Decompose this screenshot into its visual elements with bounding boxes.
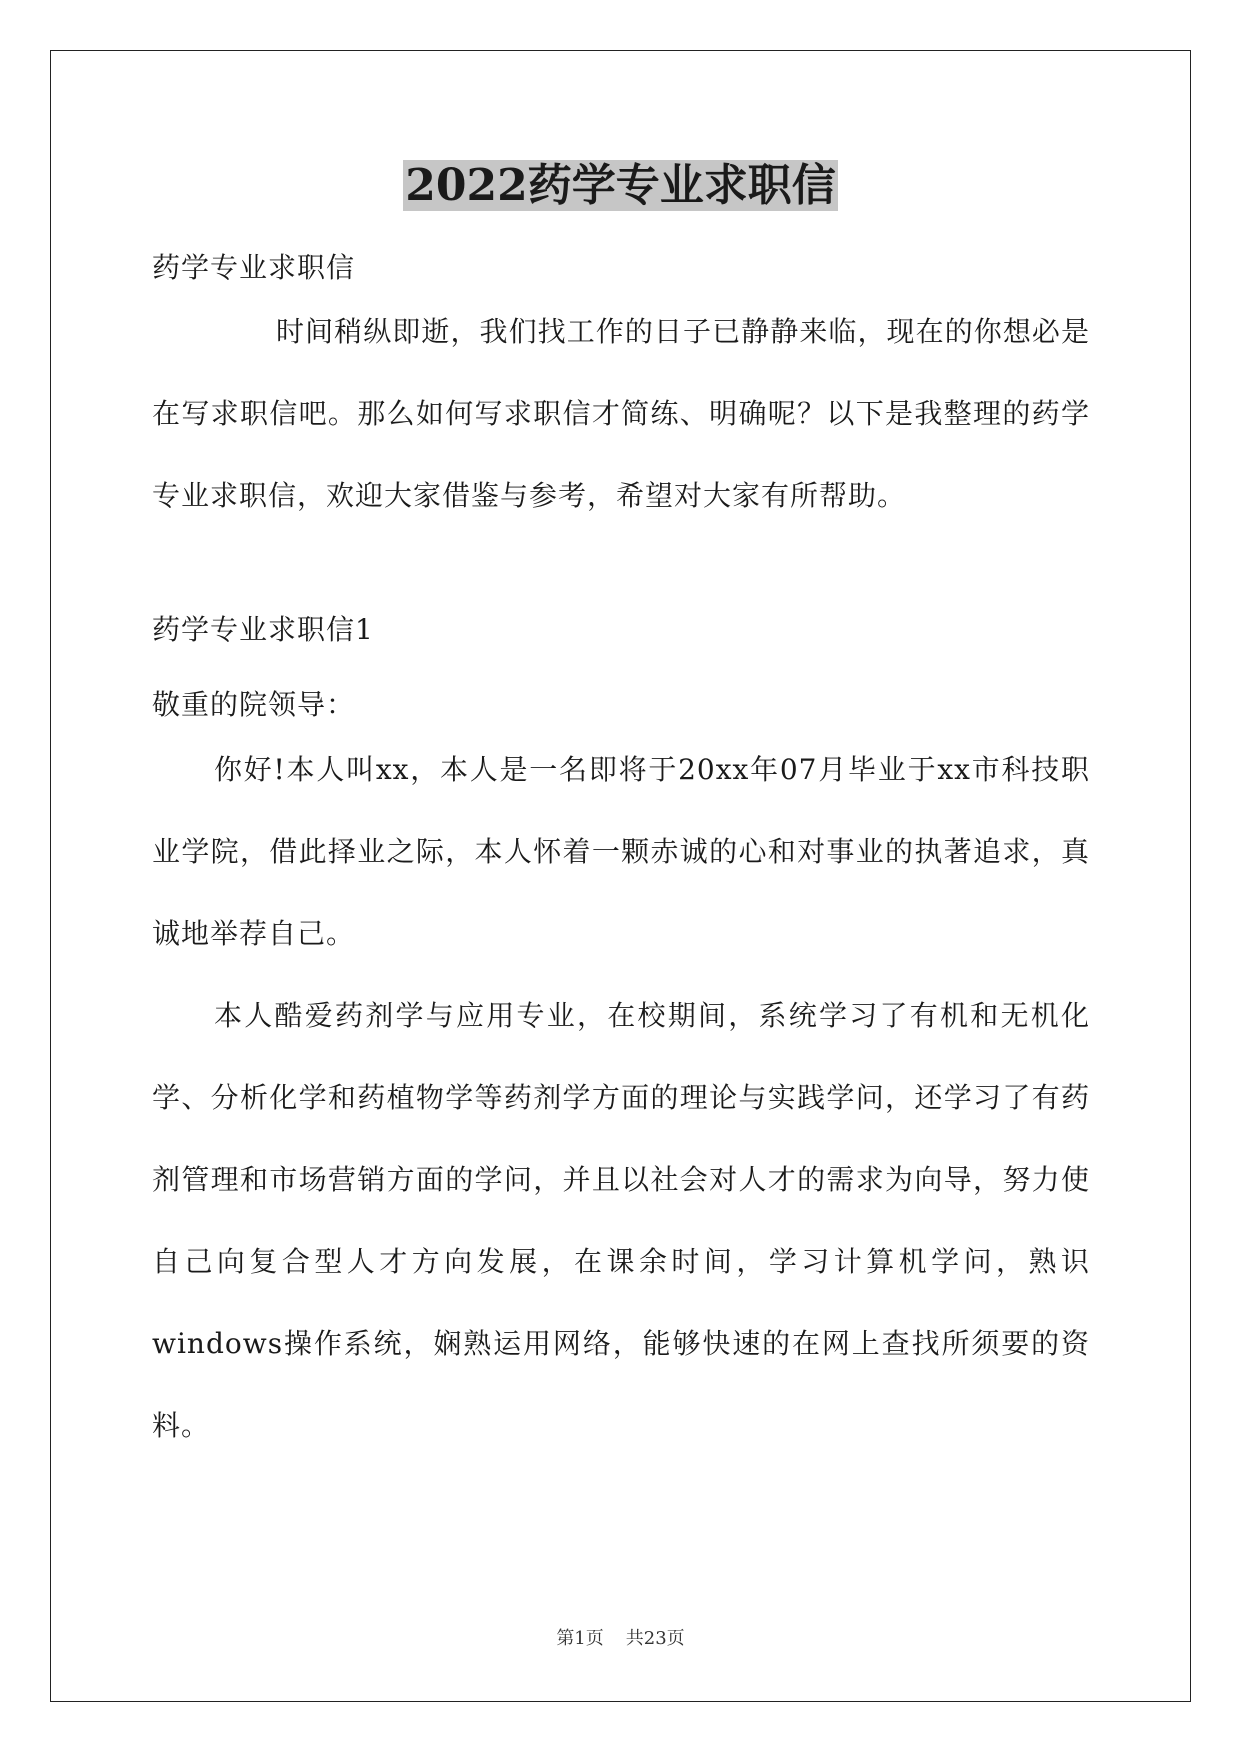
body-paragraph-1: 你好!本人叫xx，本人是一名即将于20xx年07月毕业于xx市科技职业学院，借此择业之际，本人怀着一颗赤诚的心和对事业的执著追求，真诚地举荐自己。 — [152, 753, 1090, 950]
section-heading: 药学专业求职信1 — [152, 613, 374, 646]
page-footer — [0, 1624, 1241, 1650]
salutation: 敬重的院领导： — [152, 688, 356, 721]
subtitle: 药学专业求职信 — [152, 251, 356, 284]
document-title-text: 2022药学专业求职信 — [405, 160, 836, 211]
document-title — [0, 160, 1241, 212]
body-paragraph-2: 本人酷爱药剂学与应用专业，在校期间，系统学习了有机和无机化学、分析化学和药植物学等药剂学方面的理论与实践学问，还学习了有药剂管理和市场营销方面的学问，并且以社会对人才的需求为向导，努力使自己向复合型人才方向发展，在课余时间，学习计算机学问，熟识windows操作系统，娴熟运用网络，能够快速的在网上查找所须要的资料。 — [152, 999, 1090, 1442]
intro-paragraph: 时间稍纵即逝，我们找工作的日子已静静来临，现在的你想必是在写求职信吧。那么如何写求职信才简练、明确呢？以下是我整理的药学专业求职信，欢迎大家借鉴与参考，希望对大家有所帮助。 — [152, 315, 1090, 512]
page-total: 共23页 — [625, 1628, 685, 1649]
page-number: 第1页 — [556, 1628, 604, 1649]
